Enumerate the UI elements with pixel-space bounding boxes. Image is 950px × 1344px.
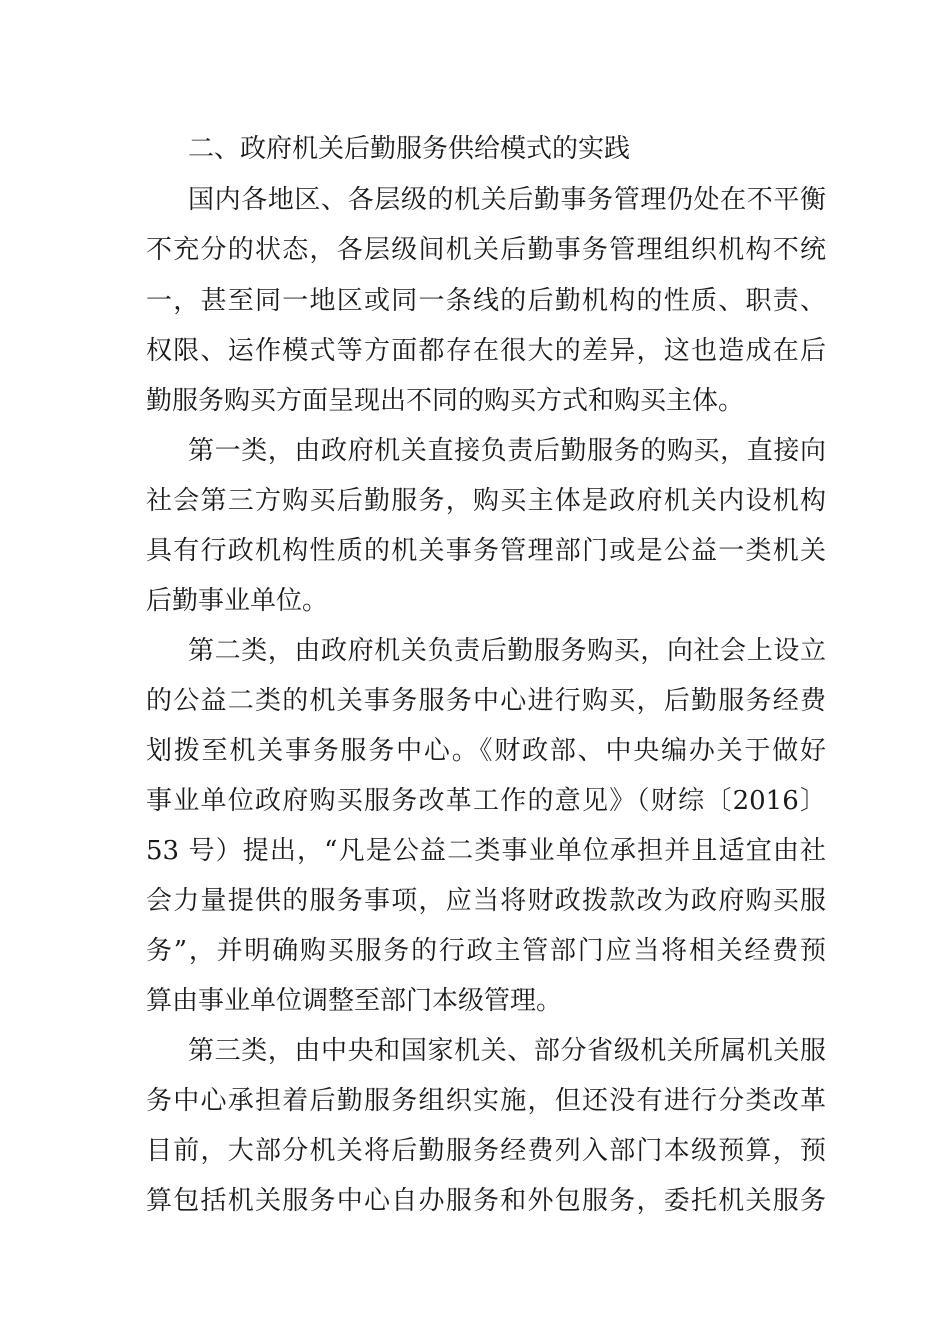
text-line: 具有行政机构性质的机关事务管理部门或是公益一类机关: [146, 536, 826, 566]
section-heading: 二、政府机关后勤服务供给模式的实践: [188, 134, 631, 164]
text-line: 勤服务购买方面呈现出不同的购买方式和购买主体。: [146, 386, 745, 416]
text-line: 算由事业单位调整至部门本级管理。: [146, 986, 563, 1016]
text-line: 的公益二类的机关事务服务中心进行购买，后勤服务经费: [146, 686, 826, 716]
text-line: 事业单位政府购买服务改革工作的意见》（财综〔2016〕: [146, 786, 826, 816]
text-line: 后勤事业单位。: [146, 586, 329, 616]
text-line: 目前，大部分机关将后勤服务经费列入部门本级预算，预: [146, 1136, 826, 1166]
text-line: 第二类，由政府机关负责后勤服务购买，向社会上设立: [188, 636, 826, 666]
text-line: 53 号）提出，“凡是公益二类事业单位承担并且适宜由社: [146, 836, 826, 866]
text-line: 务”，并明确购买服务的行政主管部门应当将相关经费预: [146, 936, 826, 966]
text-line: 第三类，由中央和国家机关、部分省级机关所属机关服: [188, 1036, 826, 1066]
text-line: 国内各地区、各层级的机关后勤事务管理仍处在不平衡: [188, 185, 826, 215]
text-line: 算包括机关服务中心自办服务和外包服务，委托机关服务: [146, 1186, 826, 1216]
text-line: 第一类，由政府机关直接负责后勤服务的购买，直接向: [188, 436, 826, 466]
text-line: 社会第三方购买后勤服务，购买主体是政府机关内设机构: [146, 486, 826, 516]
text-line: 划拨至机关事务服务中心。《财政部、中央编办关于做好: [146, 736, 826, 766]
text-line: 务中心承担着后勤服务组织实施，但还没有进行分类改革: [146, 1086, 826, 1116]
text-line: 权限、运作模式等方面都存在很大的差异，这也造成在后: [146, 336, 826, 366]
text-line: 不充分的状态，各层级间机关后勤事务管理组织机构不统: [146, 235, 826, 265]
text-line: 会力量提供的服务事项，应当将财政拨款改为政府购买服: [146, 886, 826, 916]
text-line: 一，甚至同一地区或同一条线的后勤机构的性质、职责、: [146, 286, 826, 316]
